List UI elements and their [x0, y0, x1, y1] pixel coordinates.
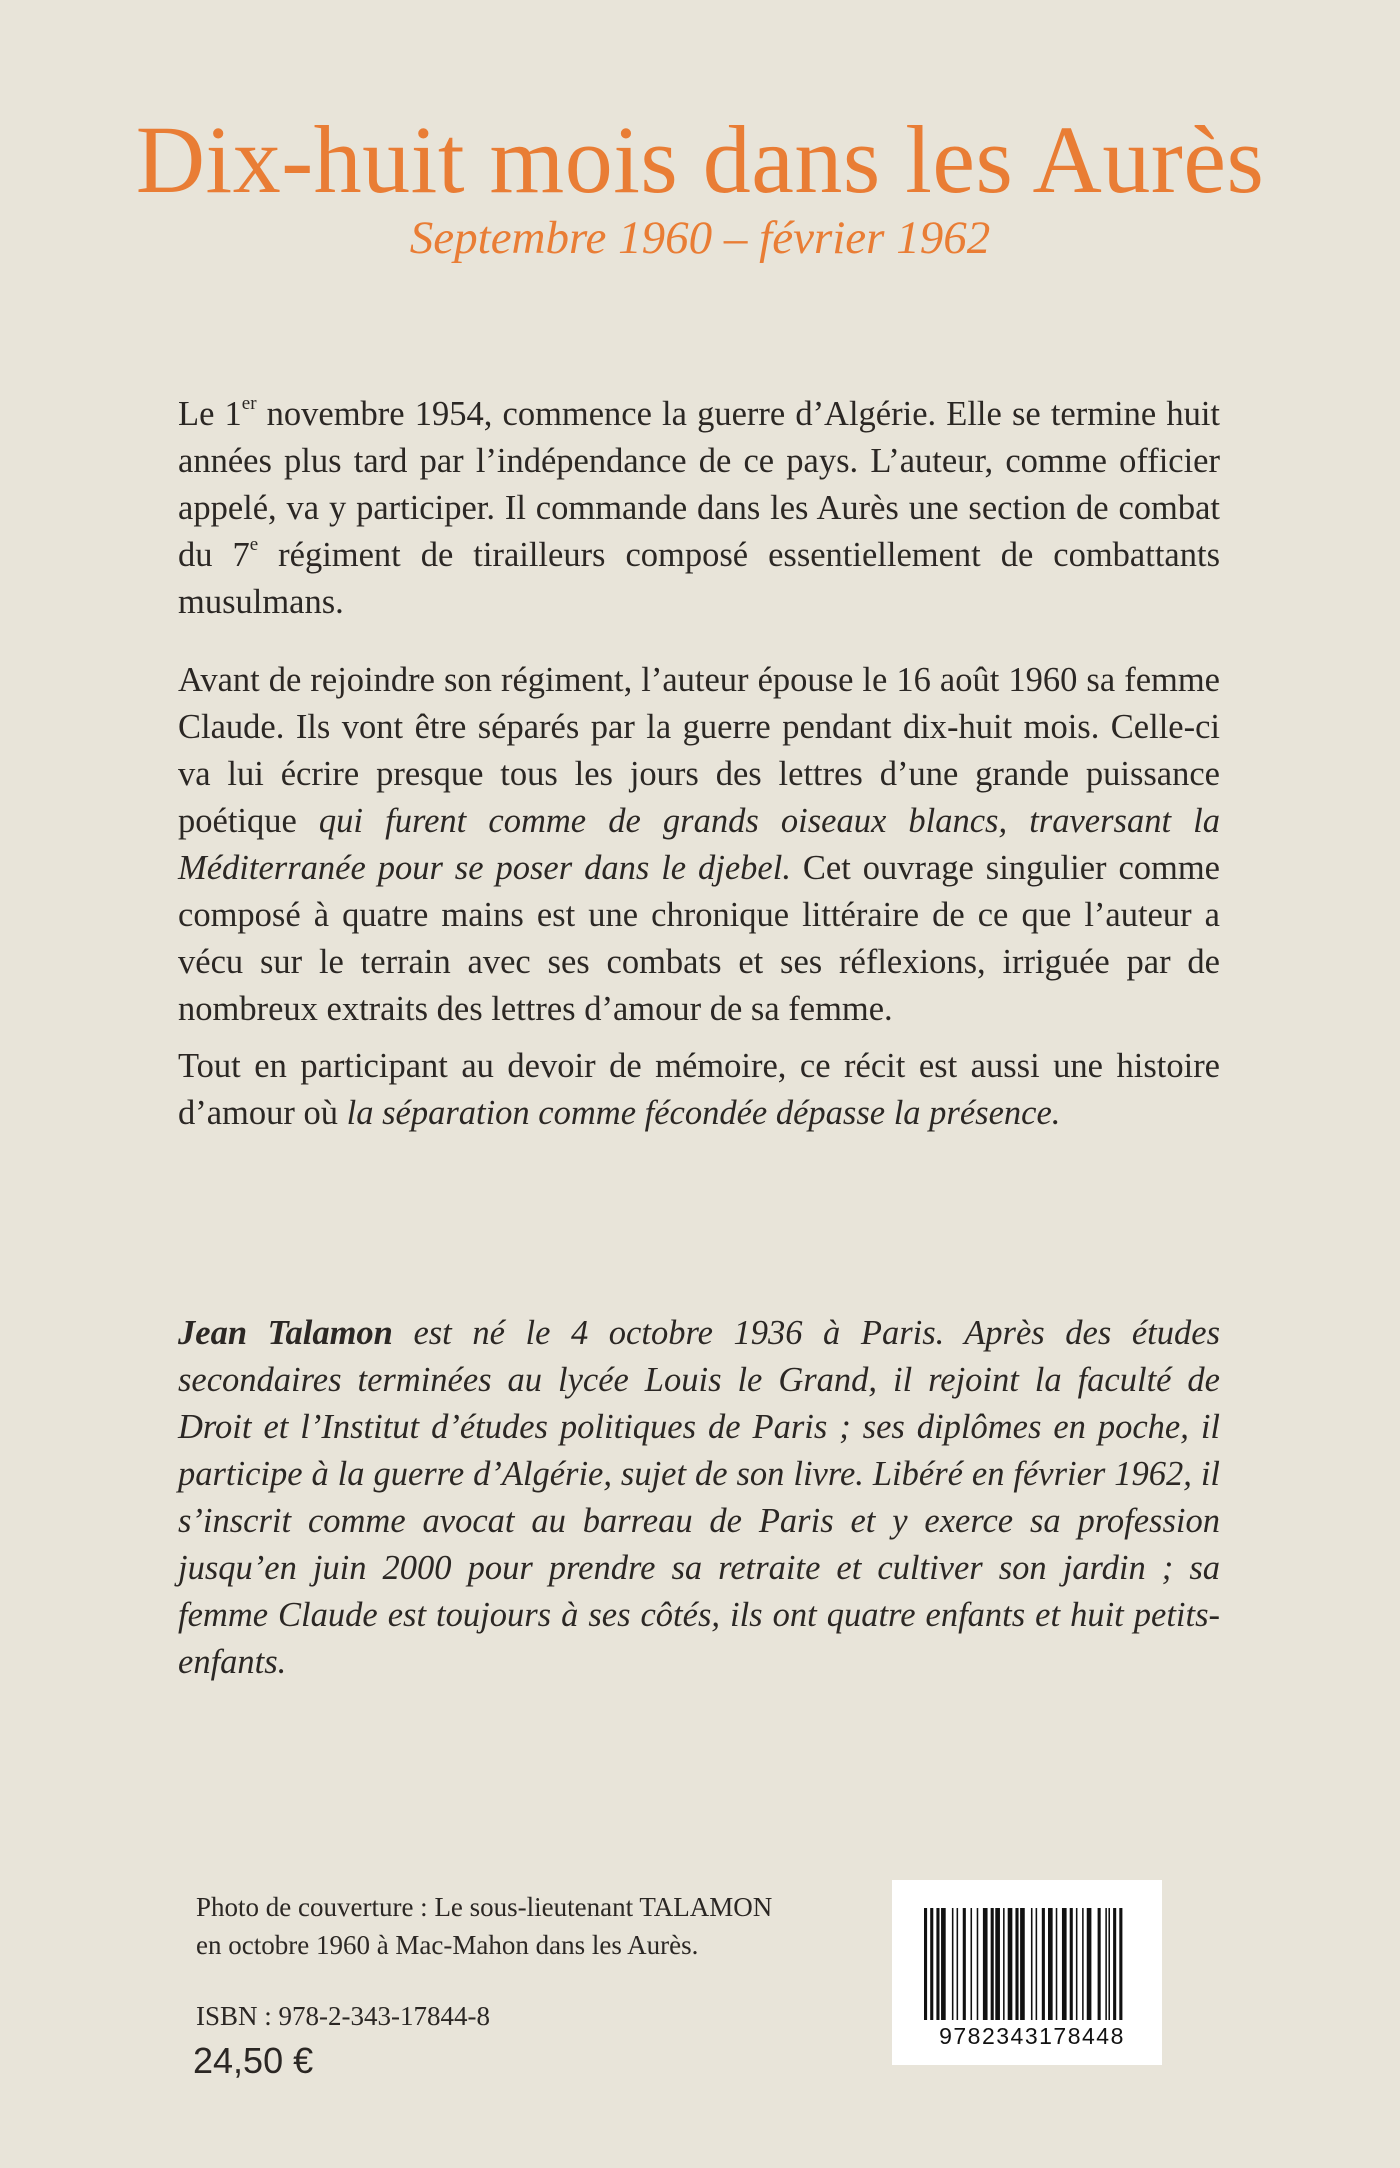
summary-paragraph-3: Tout en participant au devoir de mémoire, ce récit est aussi une histoire d’amour où la séparation comme fécondée dépasse la présence.: [178, 1047, 1220, 1132]
isbn: ISBN : 978-2-343-17844-8: [196, 2001, 490, 2031]
summary-paragraph-1: Le 1er novembre 1954, commence la guerre d’Algérie. Elle se termine huit années plus tard par l’indépendance de ce pays. L’auteur, comme officier appelé, va y participer. Il commande dans les Aurès une section de combat du 7e régiment de tirailleurs composé essentiellement de combattants musulmans.: [178, 392, 1220, 621]
author-bio: Jean Talamon est né le 4 octobre 1936 à Paris. Après des études secondaires terminées au lycée Louis le Grand, il rejoint la faculté de Droit et l’Institut d’études politiques de Paris ; ses diplômes en poche, il participe à la guerre d’Algérie, sujet de son livre. Libéré en février 1962, il s’inscrit comme avocat au barreau de Paris et y exerce sa profession jusqu’en juin 2000 pour prendre sa retraite et cultiver son jardin ; sa femme Claude est toujours à ses côtés, ils ont quatre enfants et huit petits-enfants.: [178, 1314, 1221, 1681]
barcode-bars: [922, 1908, 1132, 2023]
author-name: Jean Talamon: [178, 1314, 393, 1352]
book-title: Dix-huit mois dans les Aurès: [135, 106, 1265, 213]
photo-credit: Photo de couverture : Le sous-lieutenant TALAMON en octobre 1960 à Mac-Mahon dans les Aurès.: [196, 1892, 773, 1960]
summary-paragraph-2: Avant de rejoindre son régiment, l’auteur épouse le 16 août 1960 sa femme Claude. Ils vont être séparés par la guerre pendant dix-huit mois. Celle-ci va lui écrire presque tous les jours des lettres d’une grande puissance poétique qui furent comme de grands oiseaux blancs, traversant la Méditerranée pour se poser dans le djebel. Cet ouvrage singulier comme composé à quatre mains est une chronique littéraire de ce que l’auteur a vécu sur le terrain avec ses combats et ses réflexions, irriguée par de nombreux extraits des lettres d’amour de sa femme.: [178, 661, 1220, 1028]
barcode-number: 9782343178448: [939, 2023, 1125, 2049]
barcode: [892, 1880, 1162, 2065]
price: 24,50 €: [193, 2040, 314, 2081]
book-subtitle: Septembre 1960 – février 1962: [409, 212, 991, 264]
